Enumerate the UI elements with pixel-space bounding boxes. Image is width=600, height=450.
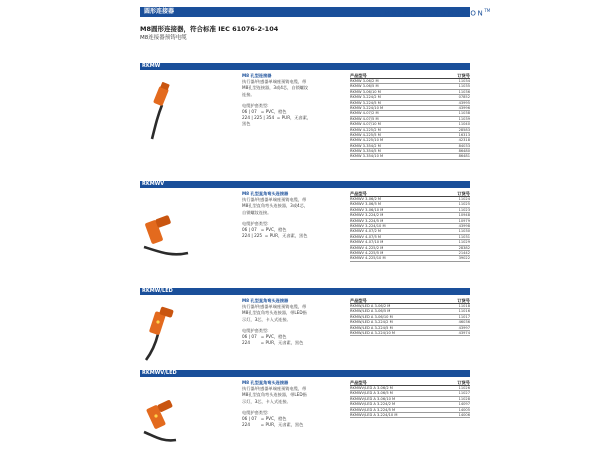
cable-spec: = PVC，橙色 <box>260 109 287 115</box>
product-type-cell: RKMWV 3-224/2 M <box>350 213 384 218</box>
column-header-order: 订货号 <box>457 380 470 385</box>
product-type-cell: RKMWV 4-225/2 M <box>350 245 384 250</box>
order-number-cell: 10979 <box>458 218 470 223</box>
cable-codes: 06 | 07 <box>242 416 257 422</box>
order-number-cell: 11028 <box>458 396 470 401</box>
product-type-cell: RKMWV/LED A 3-06/5 M <box>350 391 393 396</box>
cable-spec: = PUR，无卤素，黑色 <box>264 233 308 239</box>
cable-type-heading: 电缆护套类型: <box>242 327 269 333</box>
order-number-cell: 07852 <box>458 95 470 100</box>
cable-type-row <box>242 340 340 346</box>
cable-codes: 06 | 07 <box>242 334 257 340</box>
section-bar <box>140 181 470 188</box>
product-type-cell: RKMWV 3-224/5 M <box>350 218 384 223</box>
order-number-cell: 11018 <box>458 304 470 308</box>
product-type-cell: RKMW 4-225/2 M <box>350 127 381 132</box>
product-type-cell: RKMW 4-07/5 M <box>350 116 379 121</box>
column-header-order: 订货号 <box>457 298 470 303</box>
order-number-cell: 21442 <box>458 250 470 255</box>
cable-type-heading: 电缆护套类型: <box>242 409 269 415</box>
description-line: 执行器/传感器单端座预铸电缆，带 <box>242 197 307 203</box>
order-number-cell: 43974 <box>458 330 470 335</box>
led-connector-image <box>140 298 230 368</box>
section-code: RKMWV/LED <box>142 370 177 376</box>
order-number-cell: 11039 <box>458 116 470 121</box>
right-angle-connector-image <box>140 191 230 261</box>
cable-type-heading: 电缆护套类型: <box>242 220 269 226</box>
column-header-type: 产品型号 <box>350 191 367 196</box>
product-type-cell: RKMWV/LED A 3-224/10 M <box>350 412 398 417</box>
cable-codes: 06 | 07 <box>242 109 257 115</box>
cable-type-row <box>242 233 340 239</box>
order-number-cell: 43996 <box>458 105 470 110</box>
product-type-cell: RKMWV 4-07/10 M <box>350 240 384 245</box>
order-number-cell: 28382 <box>458 245 470 250</box>
order-number-cell: 14097 <box>458 402 470 407</box>
order-number-cell: 11036 <box>458 89 470 94</box>
brand-name: LUMBERG AUTOMATION <box>372 9 485 18</box>
description-heading: M8 孔型连接器 <box>242 73 272 78</box>
order-table <box>350 380 470 418</box>
order-table <box>350 191 470 262</box>
cable-spec: = PVC，橙色 <box>260 416 287 422</box>
product-type-cell: RKMW 3-06/5 M <box>350 84 379 89</box>
cable-codes: 224 | 225 <box>242 233 263 239</box>
description-line: 执行器/传感器单端座预铸电缆，带 <box>242 79 307 85</box>
description-line: M8孔型直角弯头连接器，带LED指 <box>242 310 307 316</box>
brand-logo <box>372 8 490 17</box>
product-type-cell: RKMW 4-07/2 M <box>350 111 379 116</box>
description-heading: M8 孔型直角弯头连接器 <box>242 380 289 385</box>
product-type-cell: RKMW/LED A 3-224/10 M <box>350 330 395 335</box>
cable-spec: = PUR，无卤素，黑色 <box>260 422 304 428</box>
order-number-cell: 86481 <box>458 154 470 159</box>
description-line: M8孔型直角弯头连接器，带LED指 <box>242 392 307 398</box>
description-line: M8孔型连接器，3或4芯，自锁螺纹 <box>242 85 309 91</box>
order-number-cell: 39022 <box>458 256 470 261</box>
cable-codes: 黑色 <box>242 121 251 127</box>
product-type-cell: RKMWV 4-07/2 M <box>350 229 382 234</box>
category-label: 圆形连接器 <box>144 8 175 15</box>
page-subtitle: M8连接器预铸电缆 <box>140 35 187 41</box>
trademark-mark: TM <box>484 8 491 13</box>
column-header-type: 产品型号 <box>350 73 367 78</box>
product-description <box>242 380 340 428</box>
column-header-type: 产品型号 <box>350 298 367 303</box>
order-number-cell: 86480 <box>458 149 470 154</box>
cable-type-row <box>242 422 340 428</box>
cable-spec: = PVC，橙色 <box>260 227 287 233</box>
order-number-cell: 11038 <box>458 111 470 116</box>
order-number-cell: 10948 <box>458 213 470 218</box>
product-type-cell: RKMW/LED A 3-224/2 M <box>350 320 393 325</box>
product-description <box>242 298 340 346</box>
order-number-cell: 84033 <box>458 143 470 148</box>
order-number-cell: 11030 <box>458 229 470 234</box>
order-number-cell: 28583 <box>458 127 470 132</box>
product-type-cell: RKMW 3-06/10 M <box>350 89 381 94</box>
product-type-cell: RKMW 3-354/10 M <box>350 154 384 159</box>
description-line: 执行器/传感器单端座预铸电缆，带 <box>242 386 307 392</box>
column-header-type: 产品型号 <box>350 380 367 385</box>
product-type-cell: RKMW/LED A 3-06/2 M <box>350 304 391 308</box>
description-line: 执行器/传感器单端座预铸电缆，带 <box>242 304 307 310</box>
column-header-order: 订货号 <box>457 191 470 196</box>
table-row <box>350 331 470 336</box>
section-bar <box>140 63 470 70</box>
order-number-cell: 46036 <box>458 320 470 325</box>
section-code: RKMW/LED <box>142 288 173 294</box>
cable-codes: 224 <box>242 340 250 346</box>
product-type-cell: RKMW 3-224/2 M <box>350 95 381 100</box>
straight-connector-image <box>140 73 230 143</box>
order-number-cell: 11034 <box>458 79 470 83</box>
product-type-cell: RKMW 4-225/5 M <box>350 132 381 137</box>
product-type-cell: RKMWV/LED A 3-06/2 M <box>350 386 393 390</box>
description-heading: M8 孔型直角弯头连接器 <box>242 191 289 196</box>
product-type-cell: RKMWV 4-225/10 M <box>350 256 386 261</box>
cable-codes: 224 | 225 | 354 <box>242 115 275 121</box>
product-type-cell: RKMWV 3-06/2 M <box>350 197 382 201</box>
description-line: 示灯，3芯，卡入式连接。 <box>242 398 291 404</box>
order-number-cell: 43995 <box>458 100 470 105</box>
product-type-cell: RKMW 4-225/10 M <box>350 138 384 143</box>
order-number-cell: 42318 <box>458 138 470 143</box>
product-type-cell: RKMWV 4-225/5 M <box>350 250 384 255</box>
product-description <box>242 191 340 239</box>
order-table <box>350 73 470 160</box>
product-type-cell: RKMW/LED A 3-224/5 M <box>350 325 393 330</box>
order-number-cell: 11040 <box>458 122 470 127</box>
table-row <box>350 154 470 159</box>
table-row <box>350 256 470 261</box>
description-heading: M8 孔型直角弯头连接器 <box>242 298 289 303</box>
cable-spec: = PUR，无卤素， <box>276 115 312 121</box>
order-number-cell: 11016 <box>458 309 470 314</box>
order-number-cell: 43998 <box>458 223 470 228</box>
order-number-cell: 11025 <box>458 202 470 207</box>
order-number-cell: 14005 <box>458 407 470 412</box>
section-bar <box>140 370 470 377</box>
cable-codes: 224 <box>242 422 250 428</box>
product-type-cell: RKMWV/LED A 3-224/5 M <box>350 407 396 412</box>
product-type-cell: RKMWV 4-07/5 M <box>350 234 382 239</box>
product-type-cell: RKMW 3-354/2 M <box>350 143 381 148</box>
page-title: M8圆形连接器，符合标准 IEC 61076-2-104 <box>140 25 279 33</box>
section-bar <box>140 288 470 295</box>
order-number-cell: 11029 <box>458 240 470 245</box>
cable-type-row <box>242 121 340 127</box>
product-type-cell: RKMWV 3-06/5 M <box>350 202 382 207</box>
order-number-cell: 11031 <box>458 234 470 239</box>
description-line: 自锁螺纹连接。 <box>242 209 272 215</box>
product-type-cell: RKMWV/LED A 3-224/2 M <box>350 402 396 407</box>
right-angle-led-connector-image <box>140 380 230 450</box>
product-type-cell: RKMW 4-07/10 M <box>350 122 381 127</box>
order-number-cell: 16313 <box>458 132 470 137</box>
order-number-cell: 11027 <box>458 391 470 396</box>
product-type-cell: RKMWV 3-06/10 M <box>350 207 384 212</box>
section-code: RKMWV <box>142 181 165 187</box>
product-type-cell: RKMW 3-224/5 M <box>350 100 381 105</box>
product-type-cell: RKMW 3-354/5 M <box>350 149 381 154</box>
order-table <box>350 298 470 336</box>
order-number-cell: 11035 <box>458 84 470 89</box>
product-type-cell: RKMW 3-224/10 M <box>350 105 384 110</box>
description-line: 示灯，3芯，卡入式连接。 <box>242 316 291 322</box>
description-line: 连接。 <box>242 91 255 97</box>
product-type-cell: RKMWV 3-224/10 M <box>350 223 386 228</box>
order-number-cell: 14006 <box>458 412 470 417</box>
cable-spec: = PVC，橙色 <box>260 334 287 340</box>
order-number-cell: 11024 <box>458 197 470 201</box>
order-number-cell: 43997 <box>458 325 470 330</box>
product-type-cell: RKMW/LED A 3-06/10 M <box>350 314 393 319</box>
cable-type-heading: 电缆护套类型: <box>242 102 269 108</box>
cable-spec: = PUR，无卤素，黑色 <box>260 340 304 346</box>
order-number-cell: 11023 <box>458 207 470 212</box>
order-number-cell: 11026 <box>458 386 470 390</box>
section-code: RKMW <box>142 63 161 69</box>
cable-codes: 06 | 07 <box>242 227 257 233</box>
table-row <box>350 413 470 418</box>
product-description <box>242 73 340 128</box>
product-type-cell: RKMWV/LED A 3-06/10 M <box>350 396 396 401</box>
description-line: M8孔型直角弯头连接器，3或4芯， <box>242 203 309 209</box>
product-type-cell: RKMW/LED A 3-06/5 M <box>350 309 391 314</box>
order-number-cell: 11017 <box>458 314 470 319</box>
product-type-cell: RKMW 3-06/2 M <box>350 79 379 83</box>
column-header-order: 订货号 <box>457 73 470 78</box>
